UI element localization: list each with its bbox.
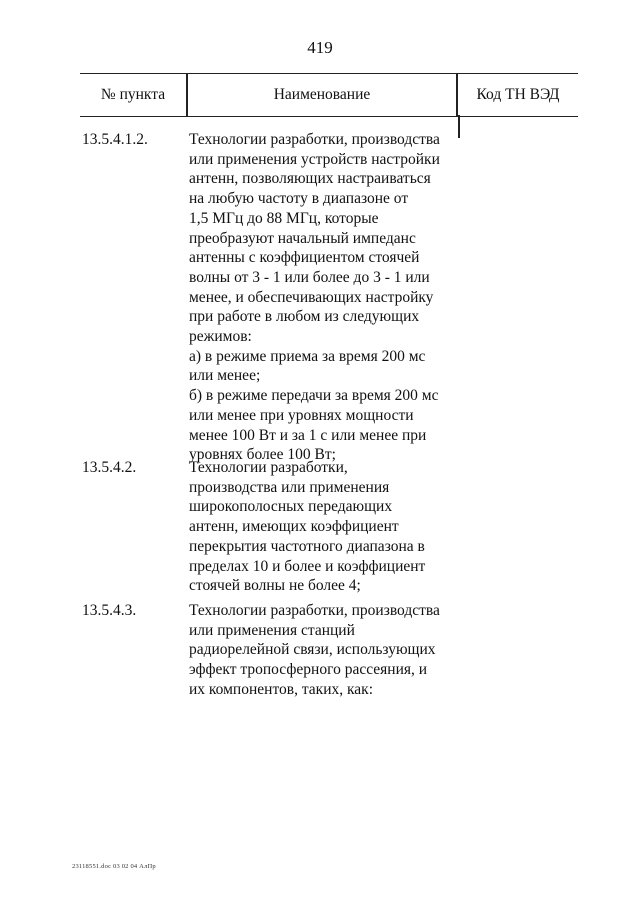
entry-number: 13.5.4.3. [82,602,137,619]
entry-line: б) в режиме передачи за время 200 мс [189,387,439,405]
entry-line: менее 100 Вт и за 1 с или менее при [189,426,427,444]
header-name-column: Наименование [273,86,371,103]
entry-line: на любую частоту в диапазоне от [189,190,409,208]
entry-text [189,458,464,596]
page-number: 419 [307,38,333,57]
entry-line: широкополосных передающих [189,498,393,516]
header-code-column: Код ТН ВЭД [476,86,560,103]
entry-line: а) в режиме приема за время 200 мс [189,347,426,365]
entry-line: Технологии разработки, [189,459,348,476]
entry-line: 1,5 МГц до 88 МГц, которые [189,209,379,227]
entry-line: стоячей волны не более 4; [189,577,361,595]
entry-line: режимов: [189,328,252,346]
footer-file-reference: 23118551.doc 03 02 04 АлПр [72,863,156,870]
entry-number: 13.5.4.1.2. [82,131,148,148]
entry-line: перекрытия частотного диапазона в [189,537,425,555]
entry-line: радиорелейной связи, использующих [189,641,436,659]
entry-line: преобразуют начальный импеданс [189,229,416,247]
entry-line: при работе в любом из следующих [189,308,420,326]
entry-line: эффект тропосферного рассеяния, и [189,661,428,679]
header-number-column: № пункта [100,86,166,103]
entry-line: Технологии разработки, производства [189,602,440,619]
entry-line: или применения станций [189,621,355,639]
entry-line: или менее при уровнях мощности [189,406,414,424]
entry-line: или применения устройств настройки [189,150,440,168]
entry-line: уровнях более 100 Вт; [189,446,336,464]
entry-number: 13.5.4.2. [82,459,137,476]
entry-text [189,601,464,700]
entry-line: пределах 10 и более и коэффициент [189,557,426,575]
entry-line: производства или применения [189,478,390,496]
entry-line: антенн, позволяющих настраиваться [189,170,431,188]
entry-line: или менее; [189,367,261,385]
entry-line: антенн, имеющих коэффициент [189,518,399,536]
entry-line: их компонентов, таких, как: [189,680,374,698]
entry-line: Технологии разработки, производства [189,131,440,148]
entry-line: волны от 3 - 1 или более до 3 - 1 или [189,268,430,286]
entry-line: менее, и обеспечивающих настройку [189,288,434,306]
entry-text [189,130,464,465]
entry-line: антенны с коэффициентом стоячей [189,249,420,267]
table-header [80,73,578,117]
